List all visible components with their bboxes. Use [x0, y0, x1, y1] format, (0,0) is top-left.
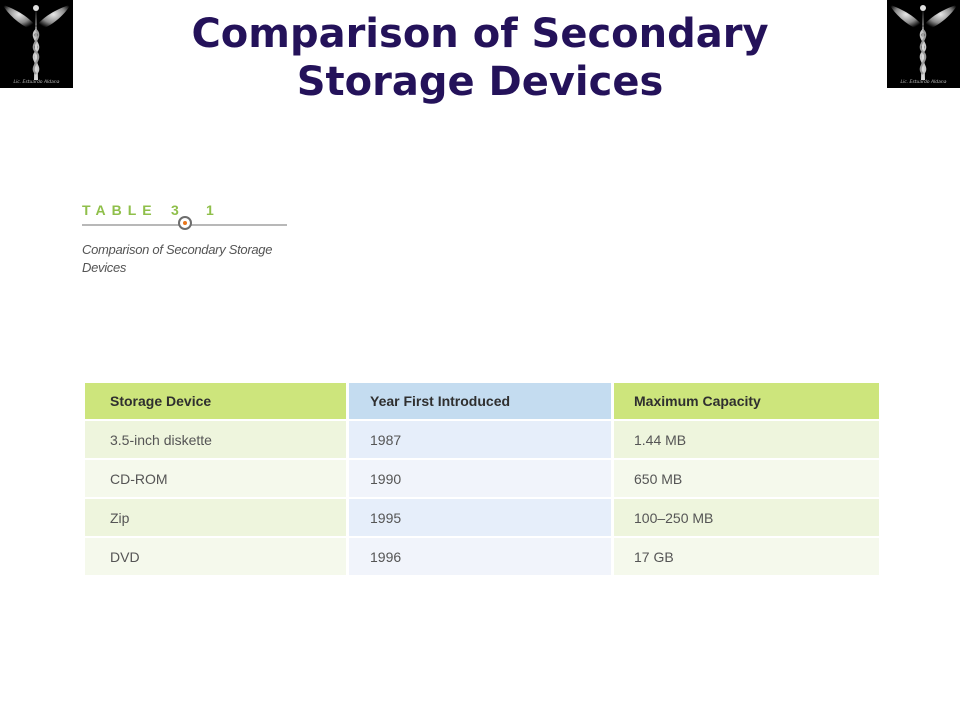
table-header-row: [85, 383, 879, 421]
cell-capacity: 17 GB: [614, 538, 879, 577]
caduceus-logo-left: [0, 0, 73, 88]
caduceus-icon: [0, 0, 73, 88]
table-row: [85, 421, 879, 460]
column-header-year-introduced: Year First Introduced: [349, 383, 614, 421]
slide-title-line2: Storage Devices: [296, 59, 664, 105]
table-label-dot-icon: [178, 216, 192, 230]
cell-storage-device: 3.5-inch diskette: [85, 421, 349, 460]
column-header-maximum-capacity: Maximum Capacity: [614, 383, 879, 421]
slide-title-line1: Comparison of Secondary: [191, 11, 769, 57]
cell-year: 1990: [349, 460, 614, 499]
column-header-storage-device: Storage Device: [85, 383, 349, 421]
caduceus-icon: [887, 0, 960, 88]
cell-capacity: 650 MB: [614, 460, 879, 499]
table-row: [85, 538, 879, 577]
cell-storage-device: DVD: [85, 538, 349, 577]
logo-caption: Lic. Estuardo Aldana: [13, 80, 60, 85]
table-caption: Comparison of Secondary Storage Devices: [82, 242, 273, 275]
slide-title: [110, 10, 850, 106]
cell-storage-device: Zip: [85, 499, 349, 538]
cell-capacity: 100–250 MB: [614, 499, 879, 538]
caduceus-logo-right: [887, 0, 960, 88]
table-label-word: TABLE: [82, 202, 158, 218]
table-label-number: 1: [206, 202, 214, 218]
cell-capacity: 1.44 MB: [614, 421, 879, 460]
logo-caption: Lic. Estuardo Aldana: [900, 80, 947, 85]
table-row: [85, 499, 879, 538]
cell-year: 1987: [349, 421, 614, 460]
table-row: [85, 460, 879, 499]
table-label: [82, 202, 292, 237]
cell-storage-device: CD-ROM: [85, 460, 349, 499]
storage-devices-table: [85, 383, 879, 577]
cell-year: 1996: [349, 538, 614, 577]
cell-year: 1995: [349, 499, 614, 538]
table-label-chapter: 3: [171, 202, 179, 218]
